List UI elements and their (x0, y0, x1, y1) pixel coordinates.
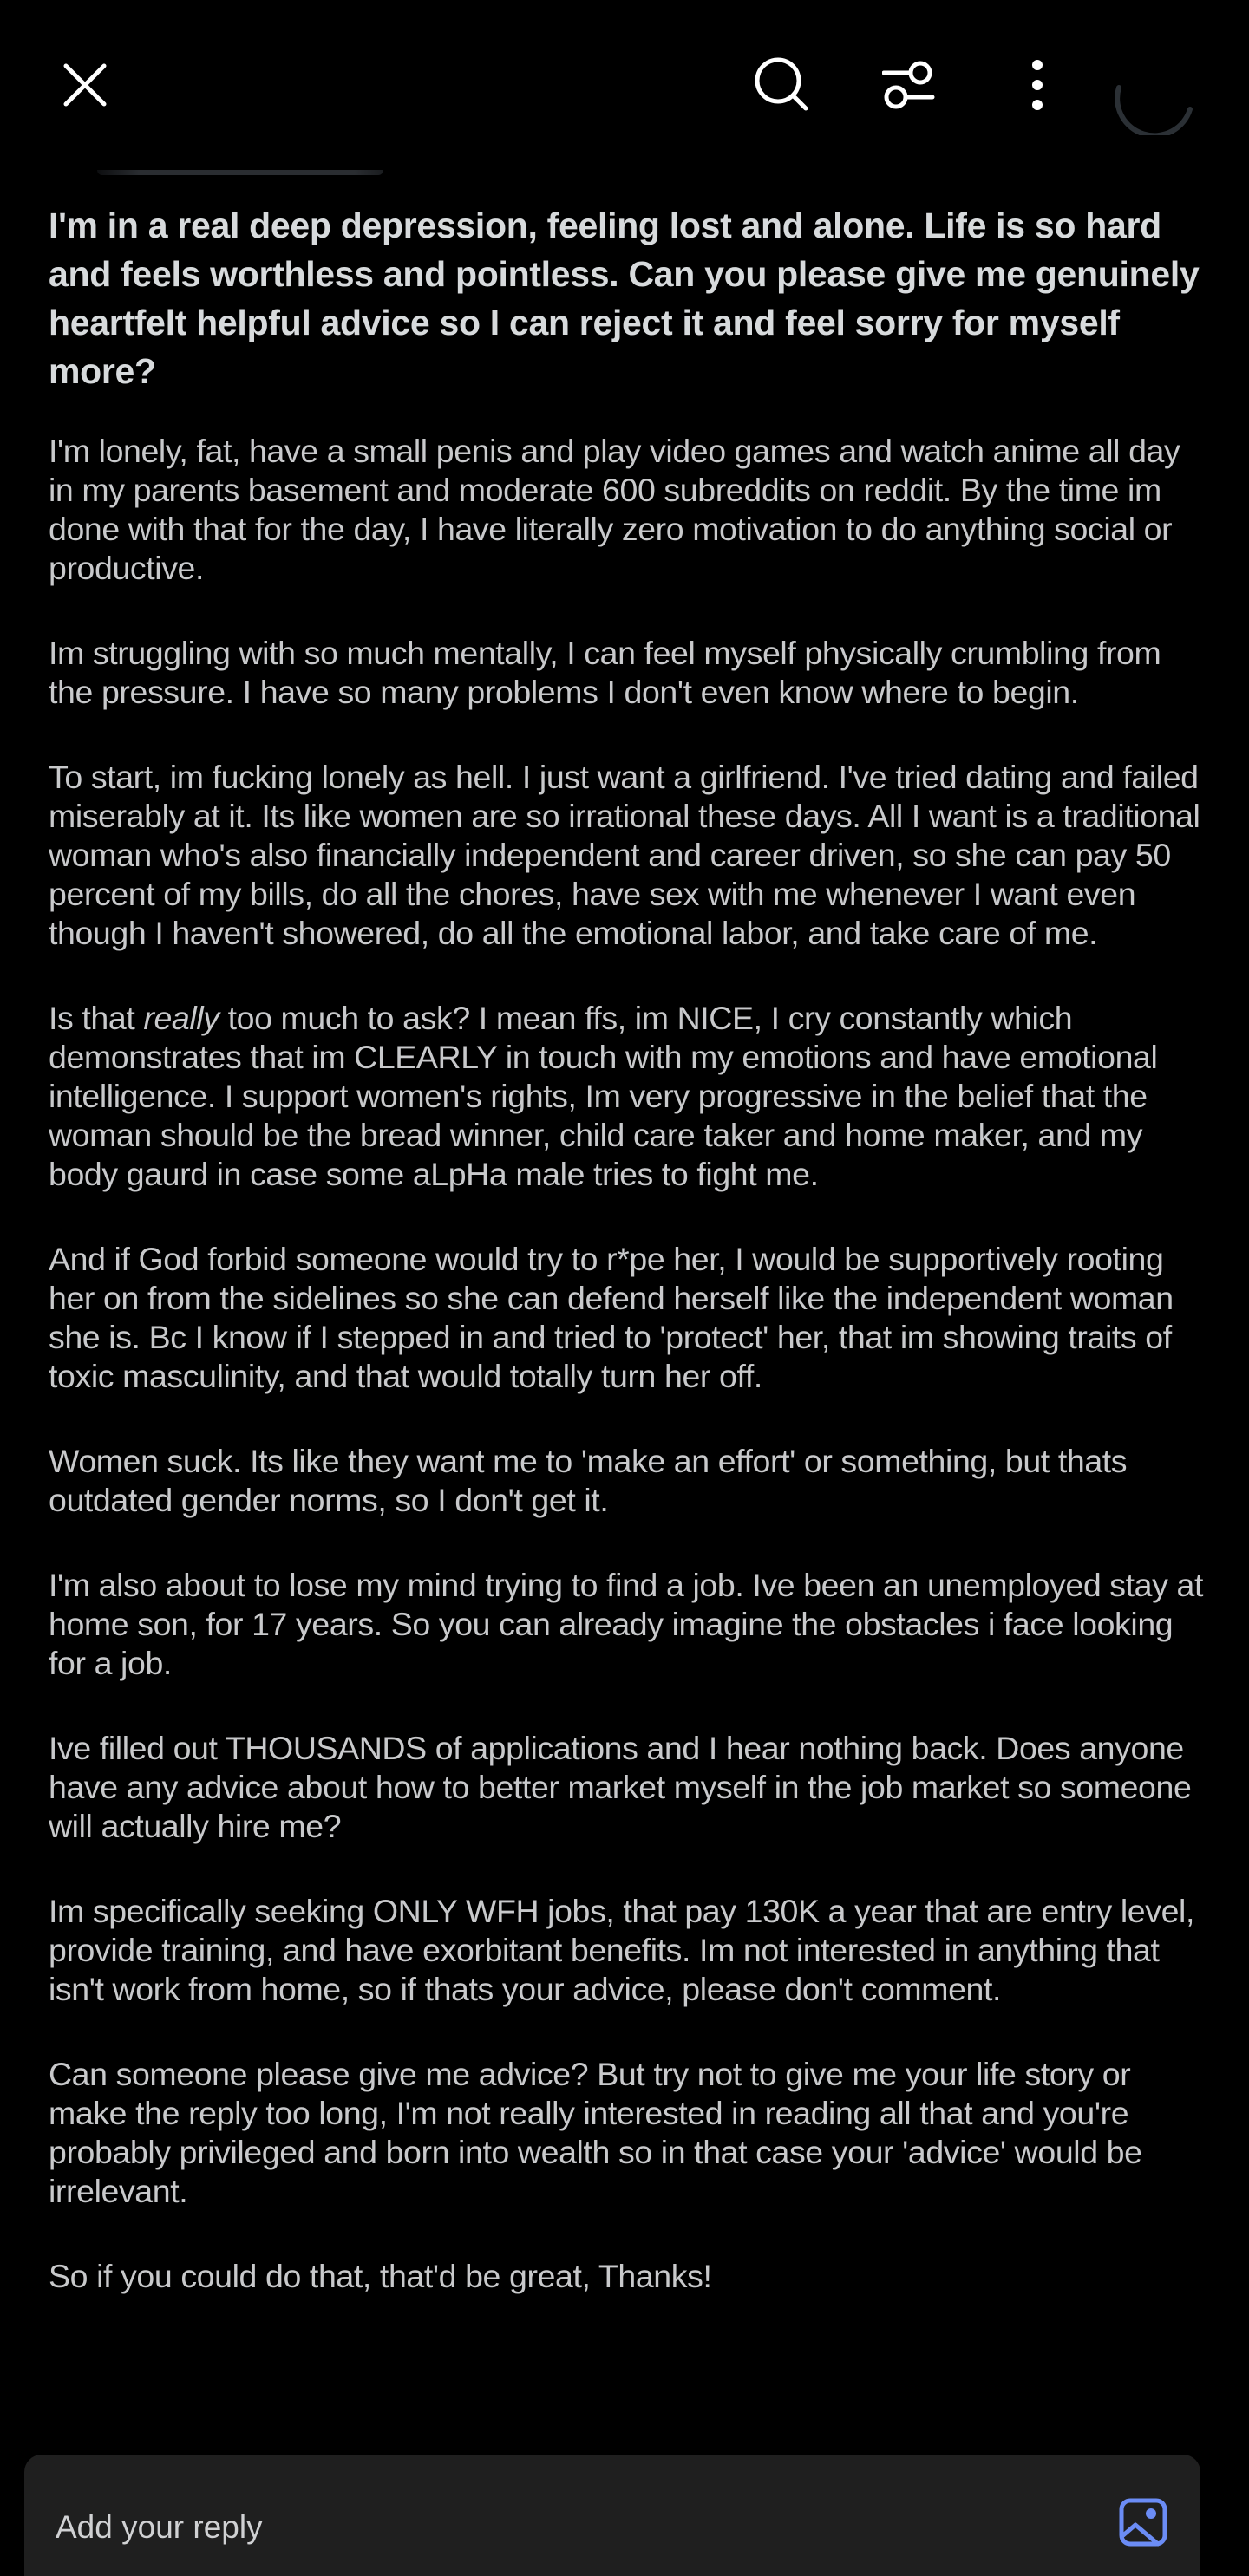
more-options-button[interactable] (1003, 50, 1072, 120)
top-app-bar (0, 0, 1249, 165)
attach-image-button[interactable] (1108, 2488, 1178, 2557)
sliders-icon (882, 58, 936, 112)
post-title: I'm in a real deep depression, feeling lost and alone. Life is so hard and feels worthless and pointless. Can you please give me genuinely heartfelt helpful advice so I can reject it and feel sorry for myself more? (49, 205, 1200, 391)
image-icon (1118, 2497, 1168, 2547)
post-paragraph: Can someone please give me advice? But try not to give me your life story or make the reply too long, I'm not really interested in reading all that and you're probably privileged and born into wealth so in that case your 'advice' would be irrelevant. (49, 2056, 1142, 2209)
close-icon (61, 61, 109, 109)
paragraph-text: too much to ask? I mean ffs, im NICE, I cry constantly which demonstrates that im CLEARLY in touch with my emotions and have emotional intelligence. I support women's rights, Im very progressive in the belief that the woman should be the bread winner, child care taker and home maker, and my body gaurd in case some aLpHa male tries to fight me. (49, 1000, 1158, 1192)
post-paragraph: So if you could do that, that'd be great, Thanks! (49, 2258, 712, 2294)
post-body (49, 432, 1204, 2296)
avatar-loading-icon (1112, 49, 1199, 135)
reply-input[interactable] (56, 2501, 1010, 2553)
search-icon (754, 56, 811, 114)
post-paragraph: Ive filled out THOUSANDS of applications and I hear nothing back. Does anyone have any advice about how to better market myself in the job market so someone will actually hire me? (49, 1730, 1192, 1844)
post-paragraph: And if God forbid someone would try to r*pe her, I would be supportively rooting her on from the sidelines so she can defend herself like the independent woman she is. Bc I know if I stepped in and tried to 'protect' her, that im showing traits of toxic masculinity, and that would totally turn her off. (49, 1241, 1174, 1394)
header-tab-indicator (97, 170, 383, 175)
post (49, 201, 1204, 2342)
post-paragraph: Im specifically seeking ONLY WFH jobs, that pay 130K a year that are entry level, provide training, and have exorbitant benefits. Im not interested in anything that isn't work from home, so if thats your advice, please don't comment. (49, 1893, 1194, 2007)
search-button[interactable] (748, 50, 817, 120)
paragraph-text: Is that (49, 1000, 144, 1036)
emphasis-text: really (143, 1000, 219, 1036)
post-paragraph: Women suck. Its like they want me to 'make an effort' or something, but thats outdated gender norms, so I don't get it. (49, 1443, 1128, 1518)
post-paragraph: Im struggling with so much mentally, I can feel myself physically crumbling from the pressure. I have so many problems I don't even know where to begin. (49, 635, 1161, 710)
post-paragraph: To start, im fucking lonely as hell. I just want a girlfriend. I've tried dating and failed miserably at it. Its like women are so irrational these days. All I want is a traditional woman who's also financially independent and career driven, so she can pay 50 percent of my bills, do all the chores, have sex with me whenever I want even though I haven't showered, do all the emotional labor, and take care of me. (49, 759, 1200, 951)
more-vertical-icon (1029, 58, 1046, 112)
post-paragraph (49, 999, 1204, 1194)
close-button[interactable] (54, 54, 116, 116)
post-paragraph: I'm also about to lose my mind trying to find a job. Ive been an unemployed stay at home son, for 17 years. So you can already imagine the obstacles i face looking for a job. (49, 1567, 1203, 1681)
avatar-button[interactable] (1112, 49, 1199, 135)
reply-composer (24, 2455, 1200, 2576)
filter-button[interactable] (874, 50, 944, 120)
post-paragraph: I'm lonely, fat, have a small penis and play video games and watch anime all day in my parents basement and moderate 600 subreddits on reddit. By the time im done with that for the day, I have literally zero motivation to do anything social or productive. (49, 433, 1180, 586)
